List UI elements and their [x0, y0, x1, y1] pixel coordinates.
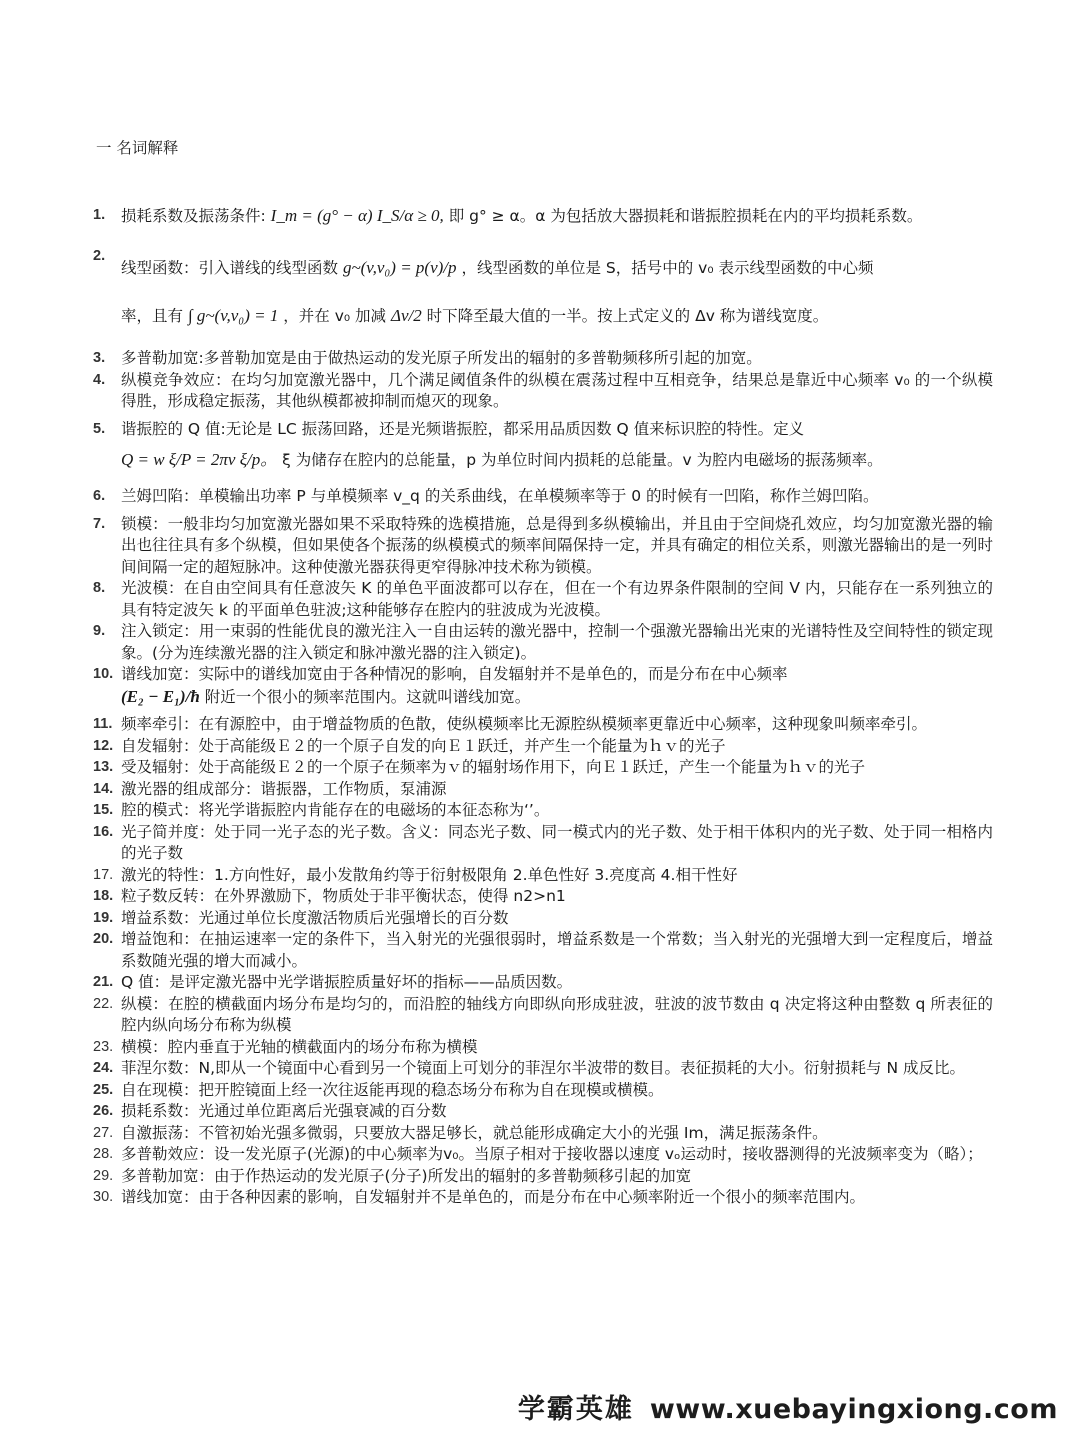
formula: ∫ g~(v,v₀) = 1: [187, 305, 279, 325]
item-text: 自激振荡：不管初始光强多微弱，只要放大器足够长，就总能形成确定大小的光强 Im，满足振荡条件。: [121, 1123, 828, 1142]
list-item: [93, 736, 993, 758]
item-text: 纵模：在腔的横截面内场分布是均匀的，而沿腔的轴线方向即纵向形成驻波，驻波的波节数由 q 决定将这种由整数 q 所表征的腔内纵向场分布称为纵模: [121, 994, 993, 1034]
list-item: [93, 1101, 993, 1123]
item-number: 29.: [93, 1167, 114, 1184]
item-text: 附近一个很小的频率范围内。这就叫谱线加宽。: [204, 687, 531, 706]
item-text: 光子简并度：处于同一光子态的光子数。含义：同态光子数、同一模式内的光子数、处于相干体积内的光子数、处于同一相格内的光子数: [121, 822, 993, 862]
list-item: [93, 1166, 993, 1188]
item-number: 11.: [93, 716, 113, 732]
item-text: 注入锁定：用一束弱的性能优良的激光注入一自由运转的激光器中，控制一个强激光器输出光束的光谱特性及空间特性的锁定现象。(分为连续激光器的注入锁定和脉冲激光器的注入锁定)。: [121, 622, 993, 662]
formula: I_m = (g° − α) I_S/α ≥ 0,: [270, 205, 444, 225]
item-number: 3.: [93, 350, 106, 366]
formula: Q = w ξ/P = 2πv ξ/p。: [121, 449, 278, 469]
list-item: [93, 1037, 993, 1059]
list-item: [93, 1123, 993, 1145]
item-text: 自在现模：把开腔镜面上经一次往返能再现的稳态场分布称为自在现模或横模。: [121, 1080, 664, 1099]
item-text: 谐振腔的 Q 值:无论是 LC 振荡回路，还是光频谐振腔，都采用品质因数 Q 值来标识腔的特性。定义: [121, 419, 805, 438]
item-number: 14.: [93, 780, 114, 797]
site-watermark: [518, 1387, 1058, 1426]
list-item: [93, 994, 993, 1037]
item-number: 23.: [93, 1038, 114, 1055]
item-text: Q 值：是评定激光器中光学谐振腔质量好坏的指标——品质因数。: [121, 973, 573, 991]
item-number: 15.: [93, 802, 114, 818]
formula: (E₂ − E₁)/ħ: [121, 686, 200, 706]
item-text: 光波模：在自由空间具有任意波矢 K 的单色平面波都可以存在，但在一个有边界条件限制的空间 V 内，只能存在一系列独立的具有特定波矢 k 的平面单色驻波;这种能够存在腔内的驻波成为光波模。: [121, 579, 993, 619]
item-number: 1.: [93, 207, 106, 224]
item-number: 2.: [93, 248, 106, 264]
watermark-url: www.xuebayingxiong.com: [649, 1394, 1058, 1425]
list-item: [93, 246, 993, 342]
item-text: 损耗系数及振荡条件:: [121, 206, 266, 225]
list-item: [93, 779, 993, 801]
item-text: 兰姆凹陷：单模输出功率 P 与单模频率 v_q 的关系曲线，在单模频率等于 0 的时候有一凹陷，称作兰姆凹陷。: [121, 487, 879, 505]
formula: Δv/2: [390, 305, 422, 325]
item-text: 时下降至最大值的一半。按上式定义的 Δv 称为谱线宽度。: [426, 306, 829, 325]
list-item: [93, 190, 993, 242]
item-number: 12.: [93, 737, 114, 754]
item-number: 21.: [93, 974, 114, 990]
list-item: [93, 714, 993, 736]
item-text: 频率牵引：在有源腔中，由于增益物质的色散，使纵模频率比无源腔纵模频率更靠近中心频率，这种现象叫频率牵引。: [121, 715, 928, 733]
list-item: [93, 865, 993, 887]
formula: g~(v,v₀) = p(v)/p: [342, 257, 457, 277]
item-text: 谱线加宽：由于各种因素的影响，自发辐射并不是单色的，而是分布在中心频率附近一个很小的频率范围内。: [121, 1188, 866, 1206]
item-number: 6.: [93, 488, 106, 504]
list-item: [93, 972, 993, 994]
item-text: 线型函数：引入谱线的线型函数: [121, 258, 339, 277]
item-text: 多普勒加宽:多普勒加宽是由于做热运动的发光原子所发出的辐射的多普勒频移所引起的加宽。: [121, 349, 762, 367]
item-text: ξ 为储存在腔内的总能量，p 为单位时间内损耗的总能量。v 为腔内电磁场的振荡频率。: [282, 450, 883, 469]
item-number: 24.: [93, 1060, 114, 1076]
list-item: [93, 486, 993, 508]
item-number: 10.: [93, 666, 114, 682]
item-number: 27.: [93, 1124, 114, 1141]
list-item: [93, 1058, 993, 1080]
item-text: 菲涅尔数：N,即从一个镜面中心看到另一个镜面上可划分的菲涅尔半波带的数目。表征损耗的大小。衍射损耗与 N 成反比。: [121, 1059, 965, 1077]
list-item: [93, 514, 993, 579]
item-number: 9.: [93, 623, 106, 639]
item-text: 增益饱和：在抽运速率一定的条件下，当入射光的光强很弱时，增益系数是一个常数；当入射光的光强增大到一定程度后，增益系数随光强的增大而减小。: [121, 930, 993, 970]
item-text: 锁模：一般非均匀加宽激光器如果不采取特殊的选模措施，总是得到多纵模输出，并且由于空间烧孔效应，均匀加宽激光器的输出也往往具有多个纵模，但如果使各个振荡的纵模模式的频率间隔保持一定，并具有确定的相位关系，则激光器输出的是一列时间间隔一定的超短脉冲。这种使激光器获得更窄得脉冲技术称为锁模。: [121, 514, 993, 576]
item-text: 粒子数反转：在外界激励下，物质处于非平衡状态，使得 n2>n1: [121, 887, 566, 905]
item-text: 率，且有: [121, 306, 184, 325]
item-number: 28.: [93, 1146, 114, 1162]
item-text: 即 g° ≥ α。α 为包括放大器损耗和谐振腔损耗在内的平均损耗系数。: [448, 206, 923, 225]
item-text: ，线型函数的单位是 S，括号中的 v₀ 表示线型函数的中心频: [461, 258, 874, 277]
item-number: 20.: [93, 931, 114, 947]
list-item: [93, 578, 993, 621]
section-title: 一 名词解释: [96, 139, 179, 157]
item-number: 30.: [93, 1189, 114, 1205]
item-text: 谱线加宽：实际中的谱线加宽由于各种情况的影响，自发辐射并不是单色的，而是分布在中心频率: [121, 665, 788, 683]
list-item: [93, 757, 993, 779]
definition-list: [93, 190, 993, 1209]
list-item: [93, 621, 993, 664]
list-item: [93, 419, 993, 481]
item-text: 多普勒加宽：由于作热运动的发光原子(分子)所发出的辐射的多普勒频移引起的加宽: [121, 1166, 692, 1185]
item-text: 激光的特性：1.方向性好，最小发散角约等于衍射极限角 2.单色性好 3.亮度高 4.相干性好: [121, 865, 738, 884]
item-number: 8.: [93, 580, 106, 596]
item-number: 22.: [93, 995, 114, 1012]
list-item: [93, 664, 993, 708]
item-number: 7.: [93, 515, 106, 532]
item-number: 26.: [93, 1103, 114, 1119]
list-item: [93, 370, 993, 413]
list-item: [93, 929, 993, 972]
item-text: 增益系数：光通过单位长度激活物质后光强增长的百分数: [121, 908, 509, 927]
item-number: 5.: [93, 420, 106, 437]
list-item: [93, 908, 993, 930]
item-text: 激光器的组成部分：谐振器，工作物质，泵浦源: [121, 779, 447, 798]
item-number: 25.: [93, 1081, 114, 1098]
list-item: [93, 1187, 993, 1209]
item-number: 17.: [93, 866, 114, 883]
list-item: [93, 886, 993, 908]
item-text: 受及辐射：处于高能级Ｅ２的一个原子在频率为ｖ的辐射场作用下，向Ｅ１跃迁，产生一个能量为ｈｖ的光子: [121, 758, 866, 776]
list-item: [93, 822, 993, 865]
item-text: 横模：腔内垂直于光轴的横截面内的场分布称为横模: [121, 1037, 478, 1056]
list-item: [93, 1080, 993, 1102]
item-number: 4.: [93, 371, 106, 388]
watermark-brand: 学霸英雄: [517, 1394, 634, 1425]
item-text: 自发辐射：处于高能级Ｅ２的一个原子自发的向Ｅ１跃迁，并产生一个能量为ｈｖ的光子: [121, 736, 726, 755]
item-number: 13.: [93, 759, 114, 775]
item-text: 纵模竞争效应：在均匀加宽激光器中，几个满足阈值条件的纵模在震荡过程中互相竞争，结果总是靠近中心频率 v₀ 的一个纵模得胜，形成稳定振荡，其他纵模都被抑制而熄灭的现象。: [121, 370, 993, 410]
item-number: 16.: [93, 823, 114, 840]
list-item: [93, 800, 993, 822]
item-text: 损耗系数：光通过单位距离后光强衰减的百分数: [121, 1102, 447, 1120]
item-text: ，并在 v₀ 加减: [283, 306, 387, 325]
list-item: [93, 1144, 993, 1166]
item-number: 18.: [93, 888, 114, 904]
list-item: [93, 348, 993, 370]
item-text: 腔的模式：将光学谐振腔内肯能存在的电磁场的本征态称为‘’。: [121, 801, 550, 819]
item-number: 19.: [93, 909, 114, 926]
item-text: 多普勒效应：设一发光原子(光源)的中心频率为v₀。当原子相对于接收器以速度 vₒ运动时，接收器测得的光波频率变为（略）；: [121, 1145, 983, 1163]
